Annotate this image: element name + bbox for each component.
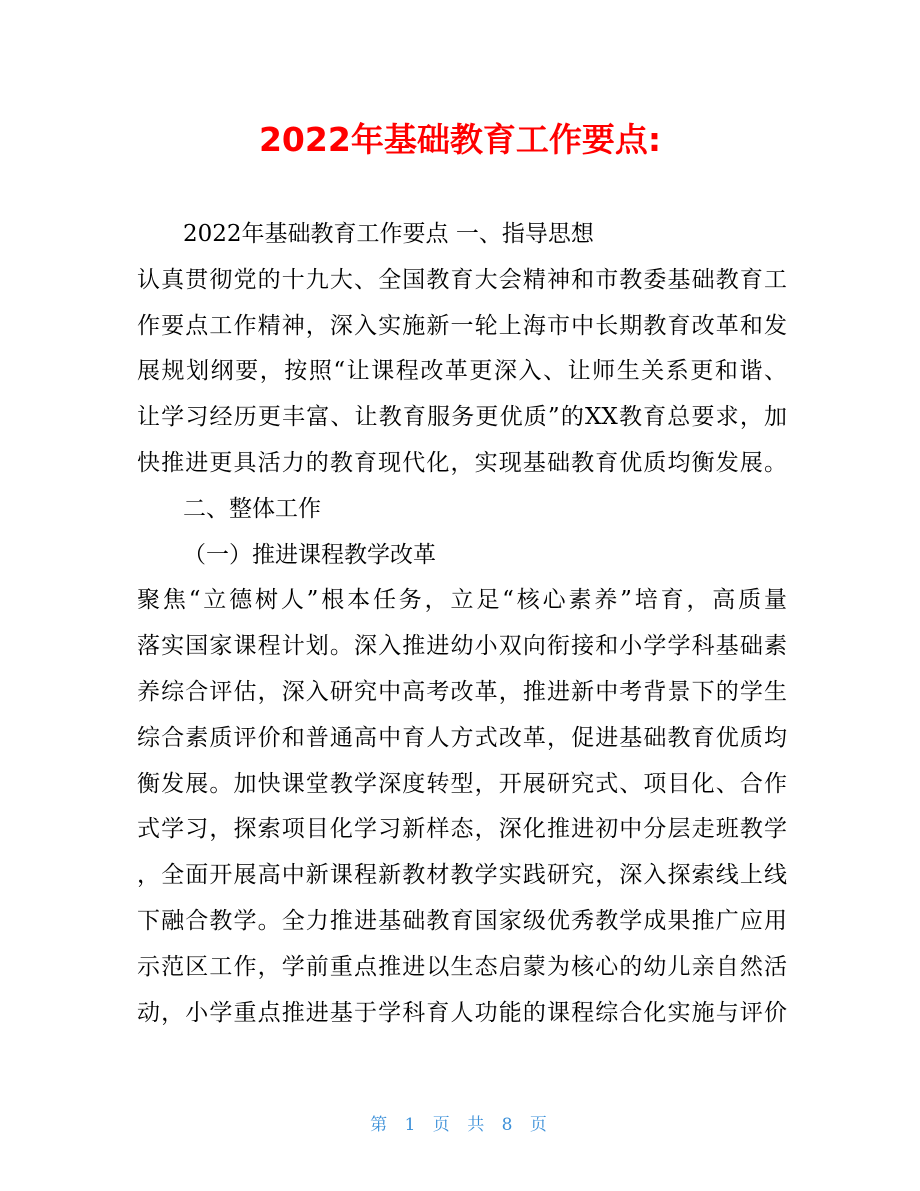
document-title: 2022年基础教育工作要点: <box>258 120 662 159</box>
paragraph-line: 示范区工作，学前重点推进以生态启蒙为核心的幼儿亲自然活 <box>137 953 787 980</box>
paragraph-line: 让学习经历更丰富、让教育服务更优质”的XX教育总要求，加 <box>137 404 787 431</box>
page-footer: 第 1 页 共 8 页 <box>370 1115 550 1135</box>
paragraph-line: 动，小学重点推进基于学科育人功能的课程综合化实施与评价 <box>137 999 787 1026</box>
paragraph-line: 聚焦“立德树人”根本任务，立足“核心素养”培育，高质量 <box>137 587 787 614</box>
paragraph-line: 认真贯彻党的十九大、全国教育大会精神和市教委基础教育工 <box>137 266 787 293</box>
paragraph-line: ，全面开展高中新课程新教材教学实践研究，深入探索线上线 <box>137 862 787 889</box>
paragraph-line: 展规划纲要，按照“让课程改革更深入、让师生关系更和谐、 <box>137 358 787 385</box>
paragraph-line: 作要点工作精神，深入实施新一轮上海市中长期教育改革和发 <box>137 312 787 339</box>
paragraph-line: 衡发展。加快课堂教学深度转型，开展研究式、项目化、合作 <box>137 770 787 797</box>
paragraph-line: 养综合评估，深入研究中高考改革，推进新中考背景下的学生 <box>137 678 787 705</box>
document-body <box>137 212 787 1036</box>
paragraph-line: 快推进更具活力的教育现代化，实现基础教育优质均衡发展。 <box>137 449 787 476</box>
paragraph-line: 下融合教学。全力推进基础教育国家级优秀教学成果推广应用 <box>137 907 787 934</box>
paragraph-line: 2022年基础教育工作要点 一、指导思想 <box>183 221 594 247</box>
paragraph-line: 式学习，探索项目化学习新样态，深化推进初中分层走班教学 <box>137 816 787 843</box>
section-heading: 二、整体工作 <box>183 495 321 522</box>
paragraph-line: 综合素质评价和普通高中育人方式改革，促进基础教育优质均 <box>137 724 787 751</box>
paragraph-line: 落实国家课程计划。深入推进幼小双向衔接和小学学科基础素 <box>137 633 787 660</box>
subsection-heading: （一）推进课程教学改革 <box>183 541 436 568</box>
